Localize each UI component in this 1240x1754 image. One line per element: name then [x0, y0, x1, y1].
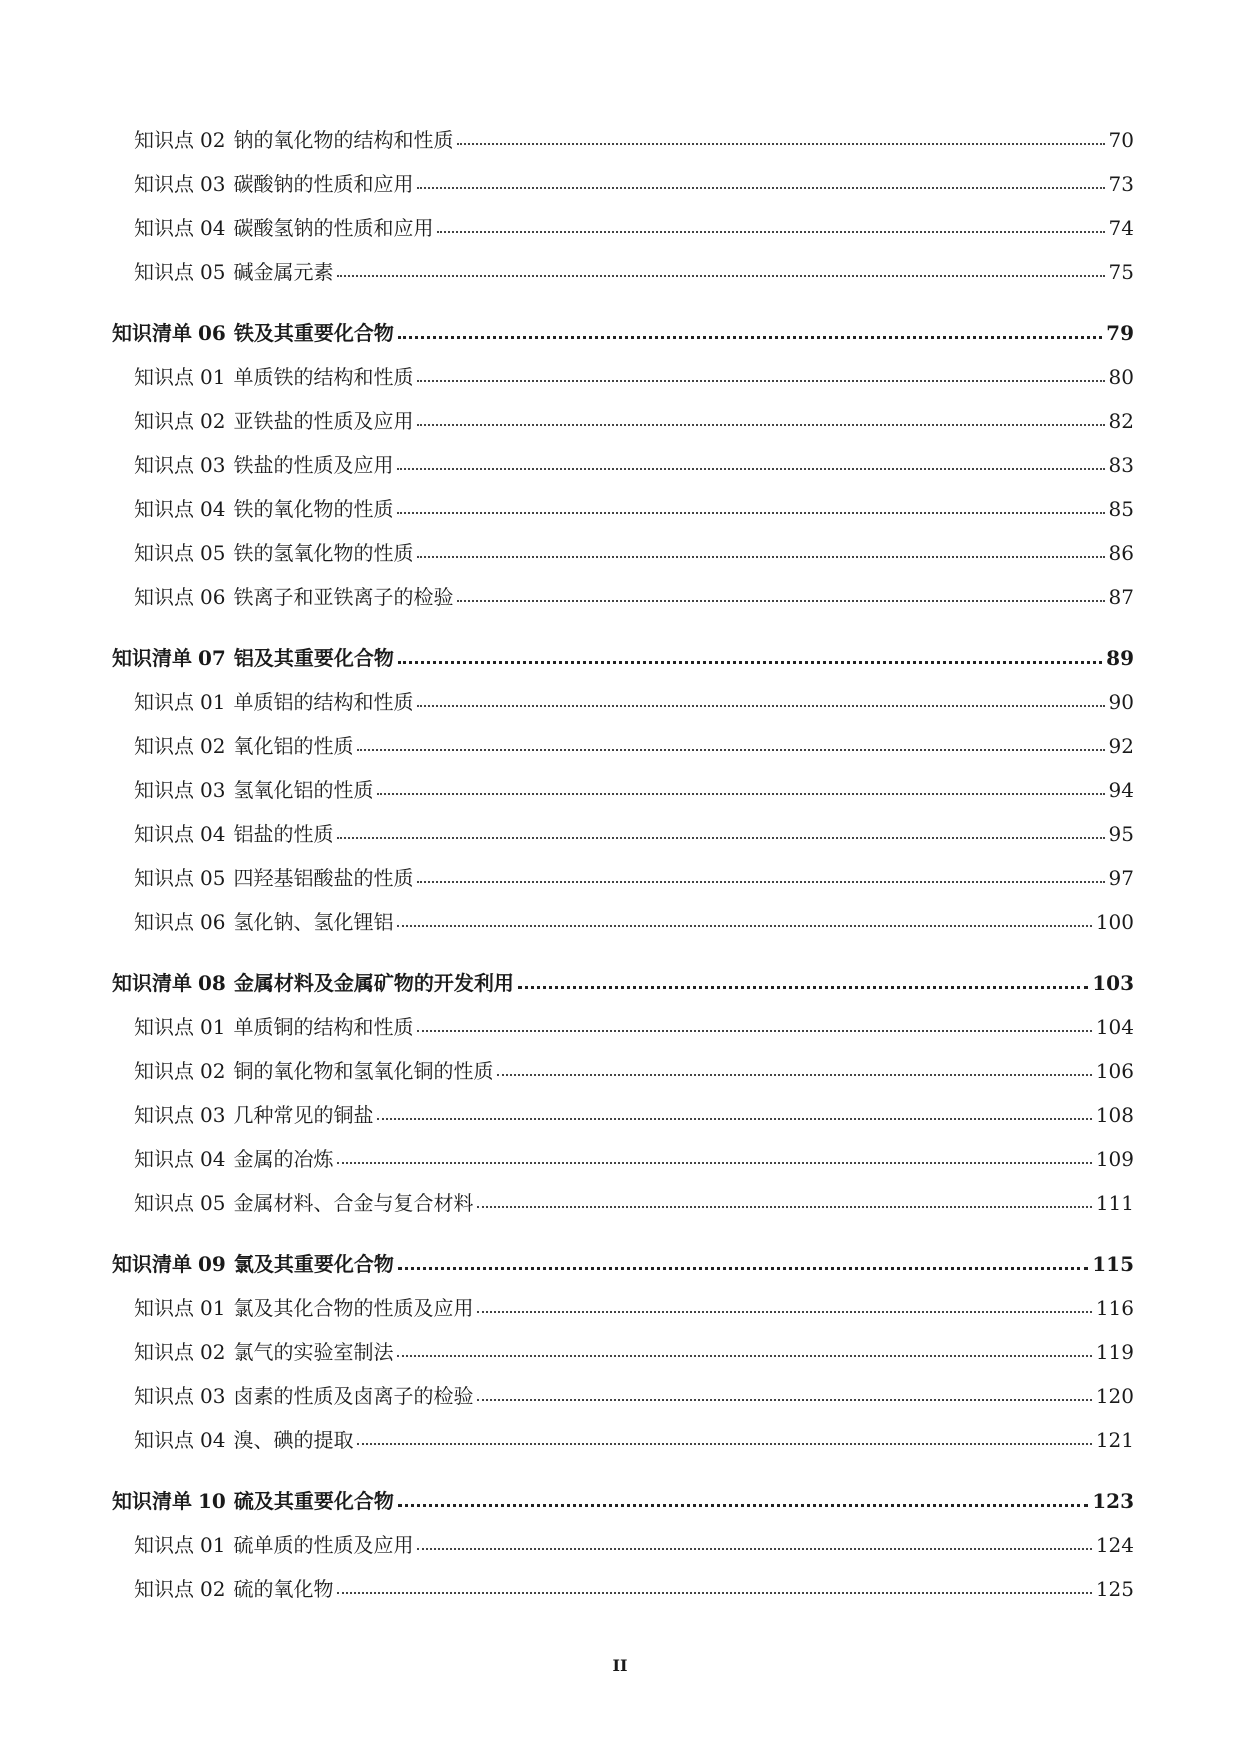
entry-title: 亚铁盐的性质及应用 — [233, 409, 414, 433]
entry-title: 碱金属元素 — [233, 260, 334, 284]
toc-point-entry[interactable] — [112, 856, 1134, 900]
entry-page-number: 121 — [1095, 1428, 1134, 1452]
entry-label: 知识点 — [134, 365, 194, 389]
entry-number: 10 — [198, 1489, 226, 1513]
table-of-contents — [112, 118, 1134, 1611]
entry-page-number: 94 — [1108, 778, 1134, 802]
toc-point-entry[interactable] — [112, 162, 1134, 206]
entry-title: 单质铜的结构和性质 — [233, 1015, 414, 1039]
entry-number: 05 — [200, 541, 226, 565]
entry-page-number: 123 — [1092, 1489, 1134, 1513]
dot-leader — [337, 275, 1104, 277]
entry-page-number: 125 — [1095, 1577, 1134, 1601]
entry-label: 知识点 — [134, 128, 194, 152]
entry-number: 03 — [200, 1103, 226, 1127]
toc-point-entry[interactable] — [112, 487, 1134, 531]
entry-title: 金属材料及金属矿物的开发利用 — [233, 971, 514, 995]
entry-label: 知识点 — [134, 172, 194, 196]
toc-chapter-entry[interactable] — [112, 1242, 1134, 1286]
dot-leader — [477, 1399, 1091, 1401]
entry-label: 知识点 — [134, 585, 194, 609]
entry-title: 氧化铝的性质 — [233, 734, 354, 758]
entry-label: 知识点 — [134, 822, 194, 846]
toc-point-entry[interactable] — [112, 1286, 1134, 1330]
entry-title: 铁及其重要化合物 — [233, 321, 394, 345]
entry-label: 知识点 — [134, 1296, 194, 1320]
entry-page-number: 124 — [1095, 1533, 1134, 1557]
toc-point-entry[interactable] — [112, 1523, 1134, 1567]
entry-page-number: 70 — [1108, 128, 1134, 152]
toc-point-entry[interactable] — [112, 1567, 1134, 1611]
entry-page-number: 74 — [1108, 216, 1134, 240]
entry-number: 01 — [200, 365, 226, 389]
toc-point-entry[interactable] — [112, 1137, 1134, 1181]
entry-page-number: 86 — [1108, 541, 1134, 565]
entry-title: 铁盐的性质及应用 — [233, 453, 394, 477]
dot-leader — [337, 837, 1104, 839]
entry-label: 知识点 — [134, 541, 194, 565]
entry-page-number: 92 — [1108, 734, 1134, 758]
entry-number: 04 — [200, 1147, 226, 1171]
toc-point-entry[interactable] — [112, 680, 1134, 724]
entry-number: 03 — [200, 1384, 226, 1408]
toc-point-entry[interactable] — [112, 355, 1134, 399]
toc-point-entry[interactable] — [112, 443, 1134, 487]
entry-page-number: 89 — [1106, 646, 1134, 670]
toc-point-entry[interactable] — [112, 1005, 1134, 1049]
entry-number: 01 — [200, 690, 226, 714]
entry-page-number: 85 — [1108, 497, 1134, 521]
entry-page-number: 73 — [1108, 172, 1134, 196]
entry-title: 铁的氧化物的性质 — [233, 497, 394, 521]
entry-title: 单质铁的结构和性质 — [233, 365, 414, 389]
entry-number: 08 — [198, 971, 226, 995]
dot-leader — [417, 1548, 1091, 1550]
entry-label: 知识清单 — [112, 971, 192, 995]
dot-leader — [398, 661, 1102, 664]
entry-label: 知识点 — [134, 453, 194, 477]
entry-label: 知识点 — [134, 1059, 194, 1083]
entry-page-number: 80 — [1108, 365, 1134, 389]
entry-number: 01 — [200, 1533, 226, 1557]
dot-leader — [417, 705, 1104, 707]
dot-leader — [398, 1267, 1088, 1270]
entry-number: 09 — [198, 1252, 226, 1276]
entry-number: 06 — [198, 321, 226, 345]
entry-title: 硫及其重要化合物 — [233, 1489, 394, 1513]
entry-label: 知识点 — [134, 216, 194, 240]
entry-title: 四羟基铝酸盐的性质 — [233, 866, 414, 890]
dot-leader — [398, 1504, 1088, 1507]
dot-leader — [417, 187, 1104, 189]
entry-title: 铁的氢氧化物的性质 — [233, 541, 414, 565]
entry-number: 03 — [200, 778, 226, 802]
entry-number: 01 — [200, 1015, 226, 1039]
toc-chapter-entry[interactable] — [112, 311, 1134, 355]
dot-leader — [337, 1162, 1091, 1164]
entry-page-number: 95 — [1108, 822, 1134, 846]
entry-title: 卤素的性质及卤离子的检验 — [233, 1384, 474, 1408]
entry-title: 金属的冶炼 — [233, 1147, 334, 1171]
toc-chapter-entry[interactable] — [112, 1479, 1134, 1523]
entry-page-number: 82 — [1108, 409, 1134, 433]
dot-leader — [497, 1074, 1091, 1076]
entry-number: 04 — [200, 216, 226, 240]
entry-number: 02 — [200, 128, 226, 152]
toc-point-entry[interactable] — [112, 1418, 1134, 1462]
entry-title: 氢氧化铝的性质 — [233, 778, 374, 802]
entry-title: 硫的氧化物 — [233, 1577, 334, 1601]
dot-leader — [417, 881, 1104, 883]
dot-leader — [398, 336, 1102, 339]
entry-page-number: 83 — [1108, 453, 1134, 477]
entry-label: 知识点 — [134, 1384, 194, 1408]
dot-leader — [337, 1592, 1091, 1594]
entry-label: 知识清单 — [112, 646, 192, 670]
entry-number: 02 — [200, 1340, 226, 1364]
entry-title: 氯气的实验室制法 — [233, 1340, 394, 1364]
entry-label: 知识点 — [134, 910, 194, 934]
entry-page-number: 87 — [1108, 585, 1134, 609]
dot-leader — [397, 468, 1104, 470]
toc-point-entry[interactable] — [112, 768, 1134, 812]
dot-leader — [477, 1311, 1091, 1313]
entry-title: 铝盐的性质 — [233, 822, 334, 846]
toc-chapter-entry[interactable] — [112, 961, 1134, 1005]
dot-leader — [397, 1355, 1091, 1357]
entry-label: 知识点 — [134, 1533, 194, 1557]
entry-number: 04 — [200, 497, 226, 521]
entry-number: 03 — [200, 453, 226, 477]
entry-page-number: 106 — [1095, 1059, 1134, 1083]
entry-label: 知识清单 — [112, 321, 192, 345]
entry-number: 03 — [200, 172, 226, 196]
dot-leader — [457, 143, 1104, 145]
entry-label: 知识点 — [134, 1428, 194, 1452]
entry-page-number: 75 — [1108, 260, 1134, 284]
entry-page-number: 103 — [1092, 971, 1134, 995]
entry-title: 氯及其重要化合物 — [233, 1252, 394, 1276]
entry-number: 04 — [200, 1428, 226, 1452]
entry-title: 硫单质的性质及应用 — [233, 1533, 414, 1557]
toc-point-entry[interactable] — [112, 1093, 1134, 1137]
dot-leader — [377, 1118, 1091, 1120]
entry-title: 铝及其重要化合物 — [233, 646, 394, 670]
toc-point-entry[interactable] — [112, 1181, 1134, 1225]
entry-label: 知识点 — [134, 1340, 194, 1364]
entry-label: 知识点 — [134, 866, 194, 890]
entry-page-number: 119 — [1095, 1340, 1134, 1364]
entry-title: 几种常见的铜盐 — [233, 1103, 374, 1127]
entry-label: 知识点 — [134, 409, 194, 433]
toc-point-entry[interactable] — [112, 812, 1134, 856]
entry-number: 07 — [198, 646, 226, 670]
dot-leader — [417, 380, 1104, 382]
dot-leader — [518, 986, 1088, 989]
entry-number: 02 — [200, 409, 226, 433]
toc-chapter-entry[interactable] — [112, 636, 1134, 680]
entry-title: 溴、碘的提取 — [233, 1428, 354, 1452]
toc-point-entry[interactable] — [112, 206, 1134, 250]
entry-title: 单质铝的结构和性质 — [233, 690, 414, 714]
dot-leader — [357, 1443, 1091, 1445]
entry-number: 05 — [200, 866, 226, 890]
entry-label: 知识点 — [134, 778, 194, 802]
dot-leader — [417, 424, 1104, 426]
toc-point-entry[interactable] — [112, 250, 1134, 294]
entry-title: 铁离子和亚铁离子的检验 — [233, 585, 454, 609]
toc-point-entry[interactable] — [112, 1049, 1134, 1093]
dot-leader — [417, 1030, 1091, 1032]
dot-leader — [377, 793, 1104, 795]
entry-label: 知识点 — [134, 734, 194, 758]
entry-label: 知识点 — [134, 690, 194, 714]
entry-page-number: 115 — [1092, 1252, 1134, 1276]
toc-point-entry[interactable] — [112, 724, 1134, 768]
entry-number: 02 — [200, 734, 226, 758]
dot-leader — [437, 231, 1104, 233]
entry-page-number: 109 — [1095, 1147, 1134, 1171]
entry-page-number: 100 — [1095, 910, 1134, 934]
entry-label: 知识点 — [134, 1103, 194, 1127]
entry-label: 知识点 — [134, 1015, 194, 1039]
entry-title: 碳酸钠的性质和应用 — [233, 172, 414, 196]
entry-label: 知识清单 — [112, 1489, 192, 1513]
toc-point-entry[interactable] — [112, 399, 1134, 443]
entry-page-number: 116 — [1095, 1296, 1134, 1320]
toc-point-entry[interactable] — [112, 1330, 1134, 1374]
entry-number: 02 — [200, 1059, 226, 1083]
dot-leader — [417, 556, 1104, 558]
entry-page-number: 90 — [1108, 690, 1134, 714]
entry-label: 知识点 — [134, 260, 194, 284]
entry-label: 知识点 — [134, 1191, 194, 1215]
toc-point-entry[interactable] — [112, 531, 1134, 575]
entry-title: 铜的氧化物和氢氧化铜的性质 — [233, 1059, 494, 1083]
dot-leader — [397, 925, 1091, 927]
entry-title: 氯及其化合物的性质及应用 — [233, 1296, 474, 1320]
entry-label: 知识点 — [134, 1577, 194, 1601]
entry-page-number: 120 — [1095, 1384, 1134, 1408]
dot-leader — [357, 749, 1104, 751]
entry-page-number: 104 — [1095, 1015, 1134, 1039]
entry-number: 05 — [200, 1191, 226, 1215]
entry-label: 知识点 — [134, 497, 194, 521]
dot-leader — [457, 600, 1104, 602]
toc-point-entry[interactable] — [112, 118, 1134, 162]
entry-title: 碳酸氢钠的性质和应用 — [233, 216, 434, 240]
toc-point-entry[interactable] — [112, 900, 1134, 944]
entry-label: 知识点 — [134, 1147, 194, 1171]
entry-number: 05 — [200, 260, 226, 284]
entry-title: 氢化钠、氢化锂铝 — [233, 910, 394, 934]
toc-point-entry[interactable] — [112, 575, 1134, 619]
dot-leader — [397, 512, 1104, 514]
entry-number: 01 — [200, 1296, 226, 1320]
toc-point-entry[interactable] — [112, 1374, 1134, 1418]
entry-number: 02 — [200, 1577, 226, 1601]
entry-number: 06 — [200, 585, 226, 609]
entry-title: 金属材料、合金与复合材料 — [233, 1191, 474, 1215]
page-number: II — [612, 1656, 628, 1675]
entry-page-number: 79 — [1106, 321, 1134, 345]
dot-leader — [477, 1206, 1091, 1208]
entry-number: 04 — [200, 822, 226, 846]
entry-page-number: 111 — [1095, 1191, 1134, 1215]
entry-page-number: 108 — [1095, 1103, 1134, 1127]
entry-label: 知识清单 — [112, 1252, 192, 1276]
entry-title: 钠的氧化物的结构和性质 — [233, 128, 454, 152]
entry-number: 06 — [200, 910, 226, 934]
entry-page-number: 97 — [1108, 866, 1134, 890]
